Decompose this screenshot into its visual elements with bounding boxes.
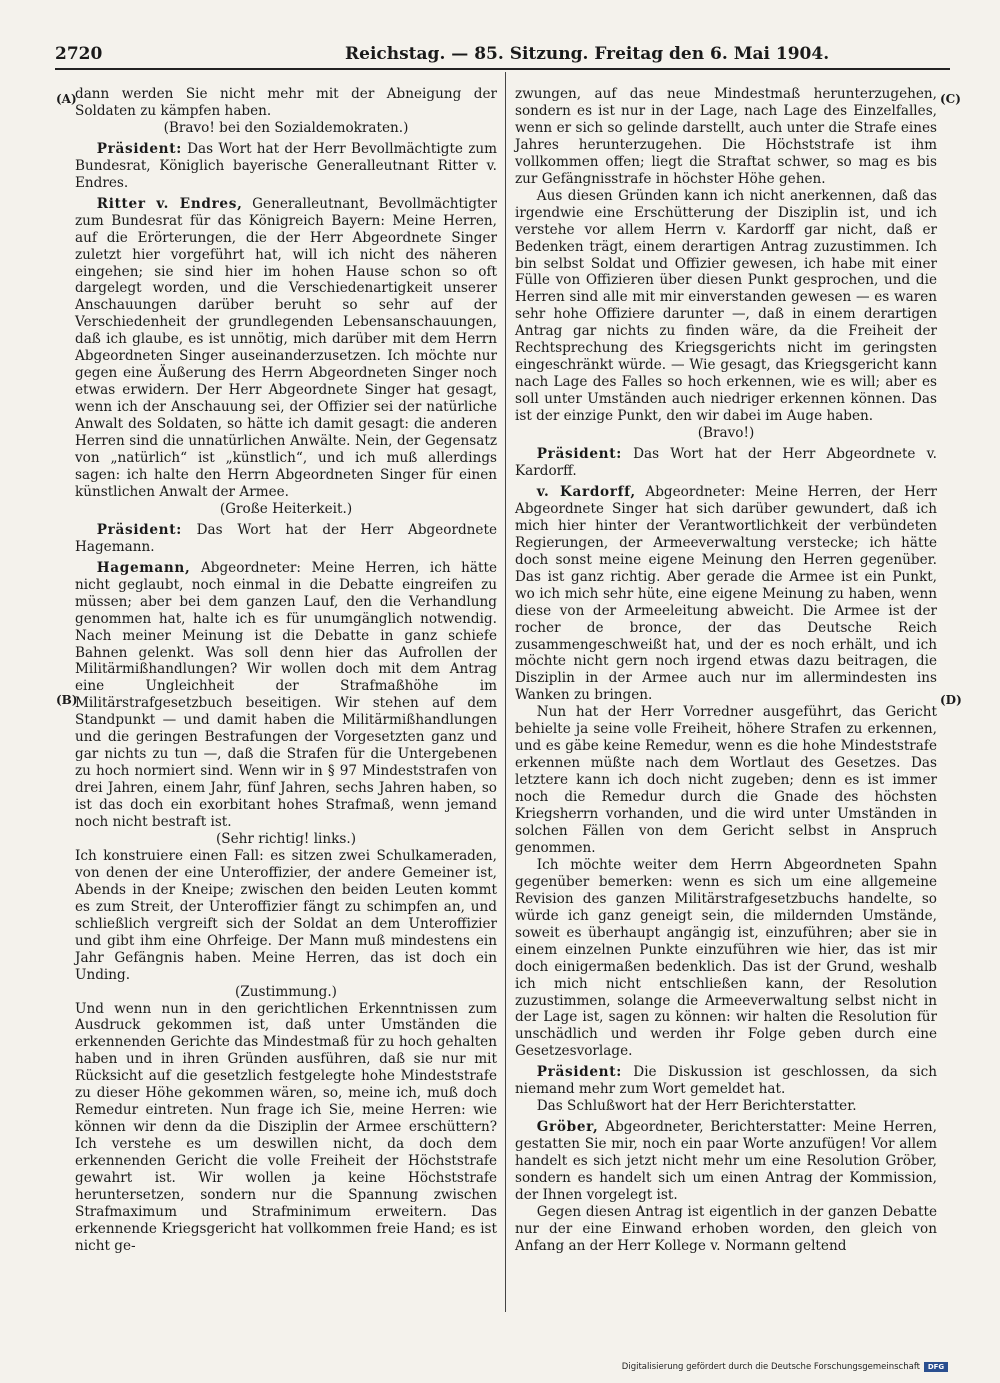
speaker-name: Ritter v. Endres, bbox=[96, 195, 243, 212]
speaker-name: Präsident: bbox=[96, 521, 182, 538]
left-text-column bbox=[75, 86, 497, 1255]
margin-label-b: (B) bbox=[56, 693, 78, 707]
interjection: (Bravo!) bbox=[697, 425, 755, 442]
speaker-name: v. Kardorff, bbox=[536, 483, 636, 500]
speaker-paragraph bbox=[75, 522, 497, 556]
speech-text: Generalleutnant, Bevollmächtigter zum Bundesrat für das Königreich Bayern: Meine Herren, auf die Erörterungen, die der Herr Abgeordnete Singer zuletzt hier vorgeführt hat, will ich nicht des näheren eingehen; sie sind hier im hohen Hause schon so oft dargelegt worden, und die Verschiedenartigkeit unserer Anschauungen darüber beruht so sehr auf der Verschiedenheit der grundlegenden Lebensanschauungen, daß ich glaube, es ist unnötig, mich darüber mit dem Herrn Abgeordneten Singer auseinanderzusetzen. Ich möchte nur gegen eine Äußerung des Herrn Abgeordneten Singer noch etwas erwidern. Der Herr Abgeordnete Singer hat gesagt, wenn ich der Anschauung sei, der Offizier sei der natürliche Anwalt des Soldaten, so hätte ich damit gesagt: die anderen Herren sind die unnatürlichen Anwälte. Nein, der Gegensatz von „natürlich“ ist „künstlich“, und ich muß allerdings sagen: ich halte den Herrn Abgeordneten Singer für einen künstlichen Anwalt der Armee. bbox=[75, 195, 497, 500]
page-footer bbox=[622, 1362, 948, 1372]
margin-label-d: (D) bbox=[940, 693, 962, 707]
speaker-name: Präsident: bbox=[536, 1064, 622, 1081]
text-paragraph: Das Schlußwort hat der Herr Berichterstatter. bbox=[536, 1098, 857, 1115]
speaker-name: Präsident: bbox=[96, 140, 182, 157]
text-paragraph: Nun hat der Herr Vorredner ausgeführt, das Gericht behielte ja seine volle Freiheit, höhere Strafen zu erkennen, und es gäbe keine Remedur, wenn es die hohe Mindeststrafe erkennen müßte nach dem Wortlaut des Gesetzes. Das letztere kann ich doch nicht zugeben; denn es ist immer noch die Remedur durch die Gnade des höchsten Kriegsherrn vorhanden, und die wird unter Umständen in solchen Fällen von dem Gericht selbst in Anspruch genommen. bbox=[515, 704, 937, 856]
speech-text: Das Wort hat der Herr Abgeordnete v. Kardorff. bbox=[515, 446, 937, 479]
footer-credit: Digitalisierung gefördert durch die Deutsche Forschungsgemeinschaft bbox=[621, 1362, 920, 1372]
right-text-column bbox=[515, 86, 937, 1255]
header-rule bbox=[55, 68, 950, 70]
speech-text: Abgeordneter: Meine Herren, der Herr Abgeordnete Singer hat sich darüber gewundert, daß ich mich hier hinter der Verantwortlichkeit der verbündeten Regierungen, der Armeeverwaltung verstecke; ich hätte doch sonst meine eigene Meinung den Herren gegenüber. Das ist ganz richtig. Aber gerade die Armee ist ein Punkt, wo ich mich sehr hüte, eine eigene Meinung zu haben, wenn diese von der Armeeleitung abweicht. Die Armee ist der rocher de bronce, der das Deutsche Reich zusammengeschweißt hat, und der es noch erhält, und ich möchte nicht gern noch irgend etwas dazu beitragen, die Disziplin in der Armee auch nur im allermindesten ins Wanken zu bringen. bbox=[515, 483, 937, 704]
margin-label-a: (A) bbox=[56, 92, 77, 106]
speaker-paragraph bbox=[75, 560, 497, 831]
speaker-paragraph bbox=[515, 1064, 937, 1098]
speech-text: Abgeordneter, Berichterstatter: Meine Herren, gestatten Sie mir, noch ein paar Worte anzufügen! Vor allem handelt es sich jetzt nicht mehr um eine Resolution Gröber, sondern es handelt sich um einen Antrag der Kommission, der Ihnen vorgelegt ist. bbox=[515, 1119, 937, 1203]
interjection: (Große Heiterkeit.) bbox=[219, 500, 353, 517]
text-paragraph: Und wenn nun in den gerichtlichen Erkenntnissen zum Ausdruck gekommen ist, daß unter Umständen die erkennenden Gerichte das Mindestmaß für zu hoch gehalten haben und in ihren Gründen ausführen, daß sie nur mit Rücksicht auf die gesetzlich festgelegte hohe Mindeststrafe zu dieser Höhe gekommen wären, so, meine ich, muß doch Remedur eintreten. Nun frage ich Sie, meine Herren: wie können wir denn da die Disziplin der Armee erschüttern? Ich verstehe es um deswillen nicht, da doch dem erkennenden Gericht die volle Freiheit der Höchststrafe gewahrt ist. Wir wollen ja keine Höchststrafe heruntersetzen, sondern nur die Spannung zwischen Strafmaximum und Strafminimum erweitern. Das erkennende Kriegsgericht hat vollkommen freie Hand; es ist nicht ge- bbox=[75, 1000, 497, 1254]
interjection: (Sehr richtig! links.) bbox=[215, 830, 357, 847]
speaker-name: Präsident: bbox=[536, 446, 622, 463]
page-number: 2720 bbox=[55, 44, 103, 64]
speaker-paragraph bbox=[515, 446, 937, 480]
speech-text: Die Diskussion ist geschlossen, da sich niemand mehr zum Wort gemeldet hat. bbox=[515, 1064, 937, 1098]
page-header bbox=[55, 44, 950, 68]
margin-label-c: (C) bbox=[940, 92, 961, 106]
text-paragraph: dann werden Sie nicht mehr mit der Abneigung der Soldaten zu kämpfen haben. bbox=[75, 86, 497, 119]
speaker-paragraph bbox=[75, 196, 497, 501]
speaker-paragraph bbox=[515, 484, 937, 704]
column-divider bbox=[505, 72, 506, 1312]
speaker-paragraph bbox=[515, 1119, 937, 1204]
text-paragraph: Gegen diesen Antrag ist eigentlich in der ganzen Debatte nur der eine Einwand erhoben worden, den gleich von Anfang an der Herr Kollege v. Normann geltend bbox=[515, 1203, 937, 1254]
speech-text: Das Wort hat der Herr Bevollmächtigte zum Bundesrat, Königlich bayerische Generalleutnant Ritter v. Endres. bbox=[75, 140, 497, 191]
interjection: (Bravo! bei den Sozialdemokraten.) bbox=[163, 119, 409, 136]
interjection: (Zustimmung.) bbox=[235, 983, 337, 1000]
speaker-name: Gröber, bbox=[536, 1119, 599, 1136]
speech-text: Abgeordneter: Meine Herren, ich hätte nicht geglaubt, noch einmal in die Debatte eingreifen zu müssen; aber bei dem ganzen Lauf, den die Verhandlung genommen hat, halte ich es für unumgänglich notwendig. Nach meiner Meinung ist die Debatte in ganz schiefe Bahnen gelenkt. Was soll denn hier das Aufrollen der Militärmißhandlungen? Wir wollen doch mit dem Antrag eine Ungleichheit der Strafmaßhöhe im Militärstrafgesetzbuch beseitigen. Wir stehen auf dem Standpunkt — und damit haben die Militärmißhandlungen und die geringen Bestrafungen der Vorgesetzten ganz und gar nichts zu tun —, daß die Strafen für die Untergebenen zu hoch normiert sind. Wenn wir in § 97 Mindeststrafen von drei Jahren, einem Jahr, fünf Jahren, sechs Jahren haben, so ist das doch ein exorbitant hohes Strafmaß, wenn jemand noch nicht bestraft ist. bbox=[75, 559, 497, 831]
text-paragraph: zwungen, auf das neue Mindestmaß herunterzugehen, sondern es ist nur in der Lage, nach Lage des Einzelfalles, wenn er sich so gelinde darstellt, auch unter die Strafe eines Jahres herunterzugehen. Die Höchststrafe ist ihm vollkommen offen; liegt die Straftat schwer, so mag es bis zur Gefängnisstrafe in höchster Höhe gehen. bbox=[515, 86, 937, 187]
speech-text: Das Wort hat der Herr Abgeordnete Hagemann. bbox=[75, 521, 497, 555]
speaker-paragraph bbox=[75, 141, 497, 192]
text-paragraph: Ich möchte weiter dem Herrn Abgeordneten Spahn gegenüber bemerken: wenn es sich um eine allgemeine Revision des ganzen Militärstrafgesetzbuchs handelte, so würde ich ganz geneigt sein, die mildernden Umstände, soweit es überhaupt angängig ist, einzuführen; aber sie in einem einzelnen Punkte einzuführen wie hier, das ist mir doch einigermaßen bedenklich. Das ist der Grund, weshalb ich mich nicht entschließen kann, der Resolution zuzustimmen, solange die Armeeverwaltung selbst nicht in der Lage ist, sagen zu können: wir halten die Resolution für unschädlich und werden ihr Folge geben durch eine Gesetzesvorlage. bbox=[515, 856, 937, 1060]
dfg-logo-icon: DFG bbox=[924, 1362, 948, 1372]
running-title: Reichstag. — 85. Sitzung. Freitag den 6. Mai 1904. bbox=[345, 44, 830, 64]
speaker-name: Hagemann, bbox=[96, 559, 191, 576]
text-paragraph: Ich konstruiere einen Fall: es sitzen zwei Schulkameraden, von denen der eine Unteroffizier, der andere Gemeiner ist, Abends in der Kneipe; zwischen den beiden Leuten kommt es zum Streit, der Unteroffizier fängt zu schimpfen an, und schließlich vergreift sich der Soldat an dem Unteroffizier und gibt ihm eine Ohrfeige. Der Mann muß mindestens ein Jahr Gefängnis haben. Meine Herren, das ist doch ein Unding. bbox=[75, 847, 497, 983]
text-paragraph: Aus diesen Gründen kann ich nicht anerkennen, daß das irgendwie eine Erschütterung der Disziplin ist, und ich verstehe vor allem Herrn v. Kardorff gar nicht, daß er Bedenken trägt, einem derartigen Antrag zuzustimmen. Ich bin selbst Soldat und Offizier gewesen, ich habe mit einer Fülle von Offizieren über diesen Punkt gesprochen, und die Herren sind alle mit mir einverstanden gewesen — es waren sehr hohe Offiziere darunter —, daß in einem derartigen Antrag gar nichts zu finden wäre, da die Freiheit der Rechtsprechung des Kriegsgerichts nicht im geringsten eingeschränkt würde. — Wie gesagt, das Kriegsgericht kann nach Lage des Falles so hoch erkennen, wie es will; aber es soll unter Umständen auch niedriger erkennen können. Das ist der einzige Punkt, den wir dabei im Auge haben. bbox=[515, 187, 937, 425]
